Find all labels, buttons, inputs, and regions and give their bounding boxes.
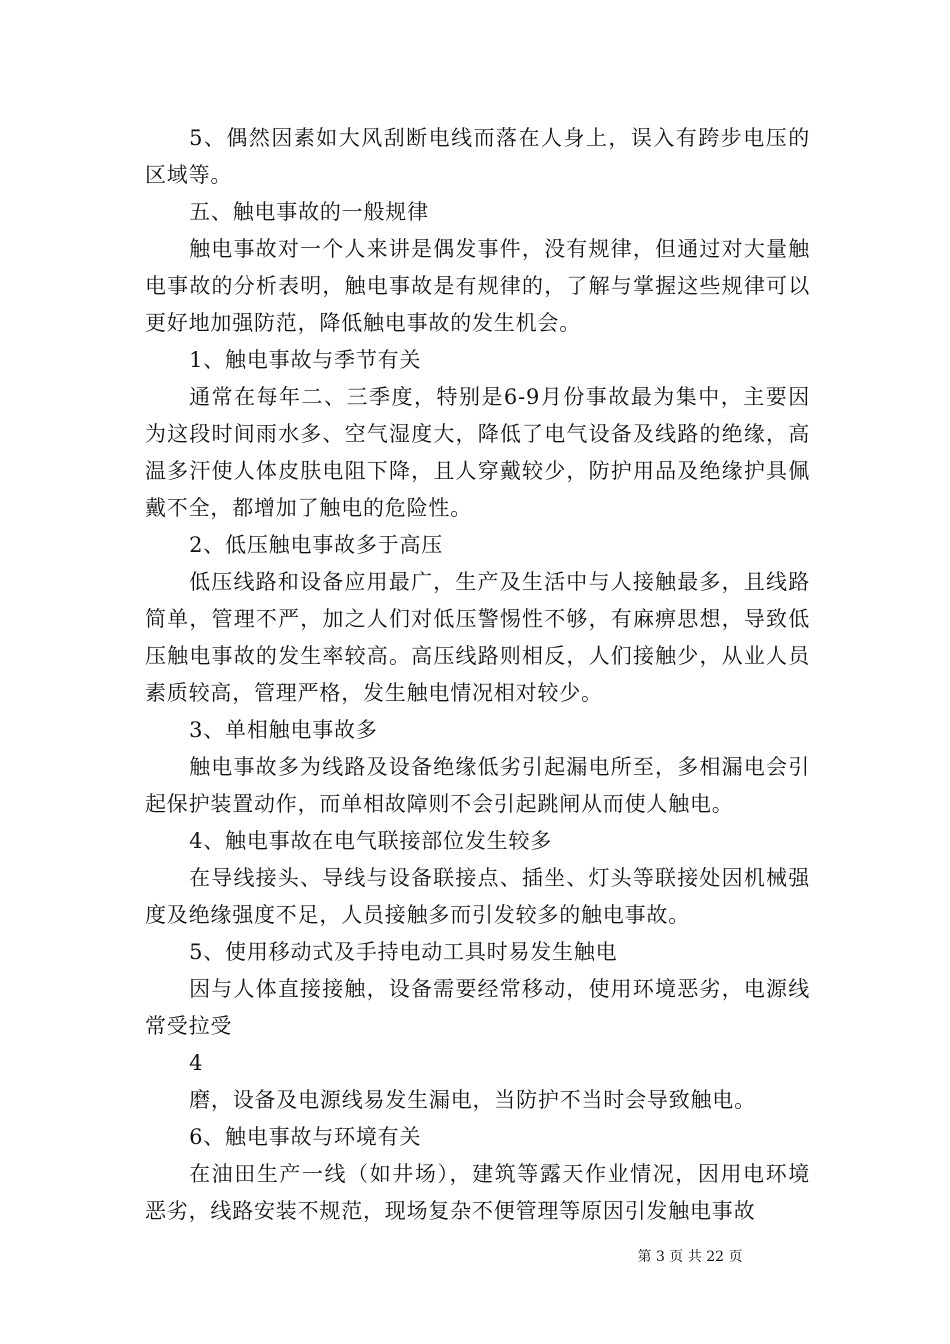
subsection-heading: 1、触电事故与季节有关 bbox=[189, 348, 422, 372]
subsection-heading: 6、触电事故与环境有关 bbox=[189, 1125, 422, 1149]
section-heading: 五、触电事故的一般规律 bbox=[189, 200, 429, 224]
document-body bbox=[145, 120, 810, 1230]
inline-page-number: 4 bbox=[189, 1051, 204, 1075]
paragraph: 因与人体直接接触，设备需要经常移动，使用环境恶劣，电源线常受拉受 bbox=[145, 977, 810, 1038]
subsection-heading: 4、触电事故在电气联接部位发生较多 bbox=[189, 829, 553, 853]
paragraph: 触电事故对一个人来讲是偶发事件，没有规律，但通过对大量触电事故的分析表明，触电事故是有规律的，了解与掌握这些规律可以更好地加强防范，降低触电事故的发生机会。 bbox=[145, 237, 810, 335]
paragraph: 5、偶然因素如大风刮断电线而落在人身上，误入有跨步电压的区域等。 bbox=[145, 126, 810, 187]
subsection-heading: 2、低压触电事故多于高压 bbox=[189, 533, 444, 557]
subsection-heading: 3、单相触电事故多 bbox=[189, 718, 378, 742]
paragraph: 在导线接头、导线与设备联接点、插坐、灯头等联接处因机械强度及绝缘强度不足，人员接触多而引发较多的触电事故。 bbox=[145, 866, 810, 927]
paragraph: 触电事故多为线路及设备绝缘低劣引起漏电所至，多相漏电会引起保护装置动作，而单相故障则不会引起跳闸从而使人触电。 bbox=[145, 755, 810, 816]
paragraph: 低压线路和设备应用最广，生产及生活中与人接触最多，且线路简单，管理不严，加之人们对低压警惕性不够，有麻痹思想，导致低压触电事故的发生率较高。高压线路则相反，人们接触少，从业人员素质较高，管理严格，发生触电情况相对较少。 bbox=[145, 570, 810, 705]
paragraph: 通常在每年二、三季度，特别是6-9月份事故最为集中，主要因为这段时间雨水多、空气湿度大，降低了电气设备及线路的绝缘，高温多汗使人体皮肤电阻下降，且人穿戴较少，防护用品及绝缘护具佩戴不全，都增加了触电的危险性。 bbox=[145, 385, 810, 520]
page-indicator: 第 3 页 共 22 页 bbox=[637, 1249, 743, 1265]
paragraph: 磨，设备及电源线易发生漏电，当防护不当时会导致触电。 bbox=[189, 1088, 756, 1112]
page-footer bbox=[0, 1248, 810, 1266]
paragraph: 在油田生产一线（如井场），建筑等露天作业情况，因用电环境恶劣，线路安装不规范，现场复杂不便管理等原因引发触电事故 bbox=[145, 1162, 810, 1223]
subsection-heading: 5、使用移动式及手持电动工具时易发生触电 bbox=[189, 940, 618, 964]
